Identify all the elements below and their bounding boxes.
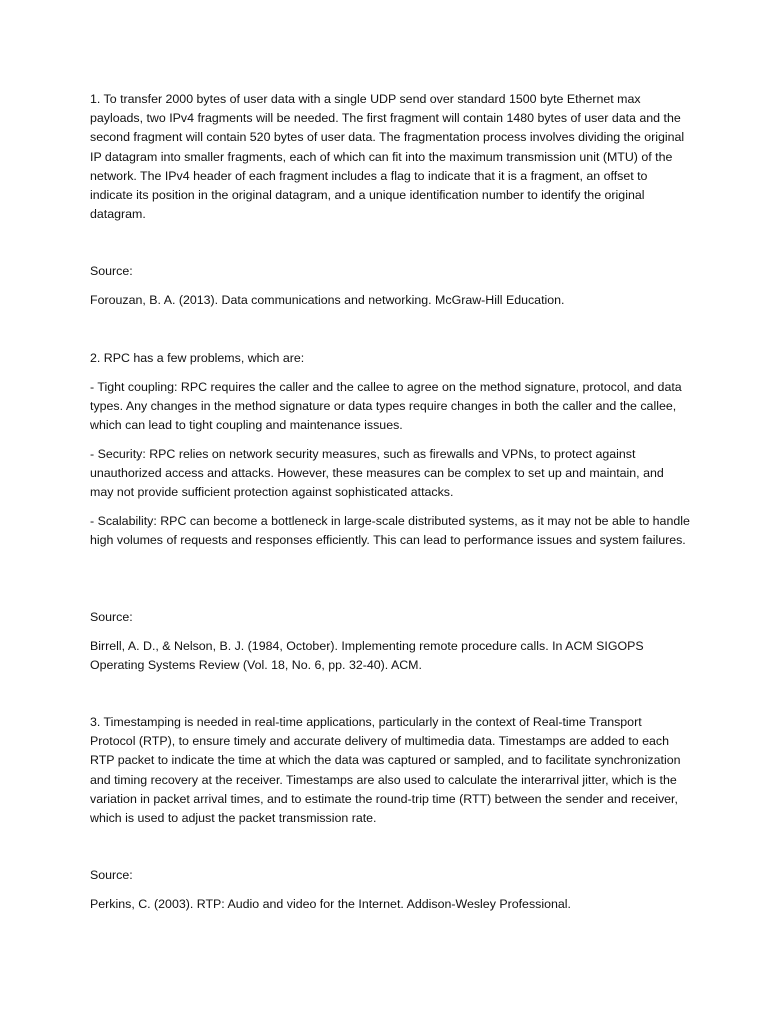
answer-3-source-label: Source: <box>90 868 133 882</box>
answer-1-source-label: Source: <box>90 264 133 278</box>
answer-1-paragraph: 1. To transfer 2000 bytes of user data with a single UDP send over standard 1500 byte Ethernet max payloads, two IPv4 fragments will be needed. The first fragment will contain 1480 bytes of user data and the second fragment will contain 520 bytes of user data. The fragmentation process involves dividing the original IP datagram into smaller fragments, each of which can fit into the maximum transmission unit (MTU) of the network. The IPv4 header of each fragment includes a flag to indicate that it is a fragment, an offset to indicate its position in the original datagram, and a unique identification number to identify the original datagram. <box>90 92 685 222</box>
answer-2-intro: 2. RPC has a few problems, which are: <box>90 351 305 365</box>
answer-2-point-security: - Security: RPC relies on network security measures, such as firewalls and VPNs, to protect against unauthorized access and attacks. However, these measures can be complex to set up and maintain, and may not provide sufficient protection against sophisticated attacks. <box>90 447 664 500</box>
answer-2-point-scalability: - Scalability: RPC can become a bottleneck in large-scale distributed systems, as it may not be able to handle high volumes of requests and responses efficiently. This can lead to performance issues and system failures. <box>90 514 690 548</box>
answer-3-paragraph: 3. Timestamping is needed in real-time applications, particularly in the context of Real-time Transport Protocol (RTP), to ensure timely and accurate delivery of multimedia data. Timestamps are added to each RTP packet to indicate the time at which the data was captured or sampled, and to facilitate synchronization and timing recovery at the receiver. Timestamps are also used to calculate the interarrival jitter, which is the variation in packet arrival times, and to estimate the round-trip time (RTT) between the sender and receiver, which is used to adjust the packet transmission rate. <box>90 715 681 826</box>
answer-2-source-reference: Birrell, A. D., & Nelson, B. J. (1984, October). Implementing remote procedure calls. In ACM SIGOPS Operating Systems Review (Vol. 18, No. 6, pp. 32-40). ACM. <box>90 639 644 673</box>
answer-3-source-reference: Perkins, C. (2003). RTP: Audio and video for the Internet. Addison-Wesley Professional. <box>90 897 571 911</box>
answer-2-source-label: Source: <box>90 610 133 624</box>
answer-1-source-reference: Forouzan, B. A. (2013). Data communications and networking. McGraw-Hill Education. <box>90 293 565 307</box>
answer-2-point-tight-coupling: - Tight coupling: RPC requires the caller and the callee to agree on the method signature, protocol, and data types. Any changes in the method signature or data types require changes in both the caller and the callee, which can lead to tight coupling and maintenance issues. <box>90 380 682 433</box>
